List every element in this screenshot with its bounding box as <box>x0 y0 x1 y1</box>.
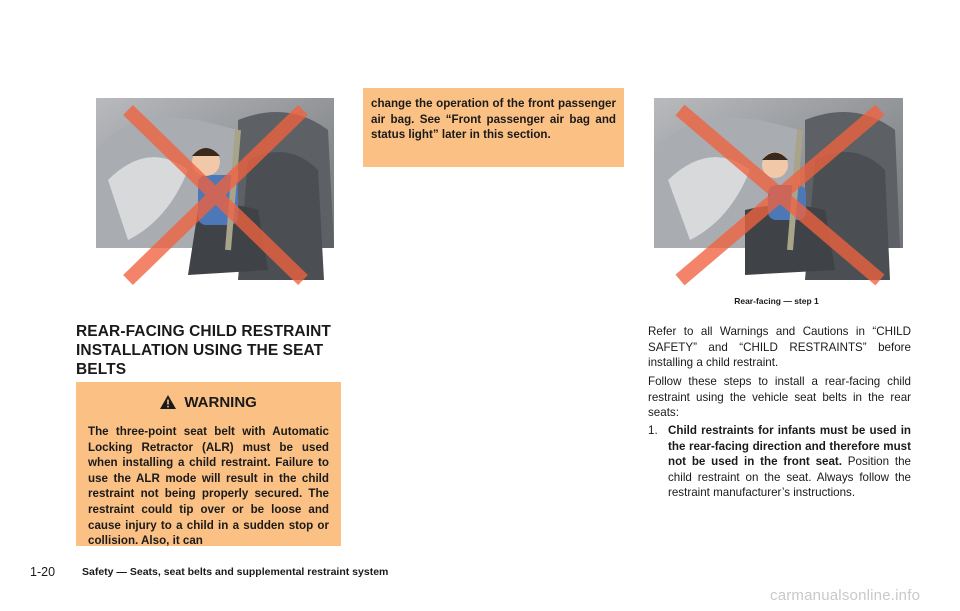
figure-left <box>88 90 336 290</box>
figure-caption: Rear-facing — step 1 <box>734 296 819 306</box>
paragraph: Follow these steps to install a rear-facing child restraint using the vehicle seat belts in the rear seats: <box>648 375 911 420</box>
step-bold-text: Child restraints for infants must be used in the rear-facing direction and therefore must not be used in the front seat. <box>668 424 911 469</box>
warning-label: WARNING <box>184 394 257 411</box>
footer-title: Safety — Seats, seat belts and supplemental restraint system <box>82 566 389 578</box>
step-number: 1. <box>648 424 658 437</box>
section-heading: REAR-FACING CHILD RESTRAINT INSTALLATION USING THE SEAT BELTS <box>76 323 331 378</box>
step-text: Position the child restraint on the seat. Always follow the restraint manufacturer’s instructions. <box>668 455 911 500</box>
list-item <box>648 423 911 501</box>
warning-triangle-icon <box>160 394 184 411</box>
paragraph: Refer to all Warnings and Cautions in “CHILD SAFETY” and “CHILD RESTRAINTS” before installing a child restraint. <box>648 325 911 370</box>
continued-warning-box <box>363 88 624 167</box>
page-number: 1-20 <box>30 565 56 579</box>
warning-header <box>76 394 341 411</box>
continued-warning-text: change the operation of the front passenger air bag. See “Front passenger air bag and status light” later in this section. <box>371 97 616 142</box>
warning-text: The three-point seat belt with Automatic Locking Retractor (ALR) must be used when installing a child restraint. Failure to use the ALR mode will result in the child restraint not being properly secured. The restraint could tip over or be loose and cause injury to a child in a sudden stop or collision. Also, it can <box>88 425 329 548</box>
watermark: carmanualsonline.info <box>770 587 921 604</box>
figure-right <box>650 90 903 290</box>
warning-box <box>76 382 341 546</box>
